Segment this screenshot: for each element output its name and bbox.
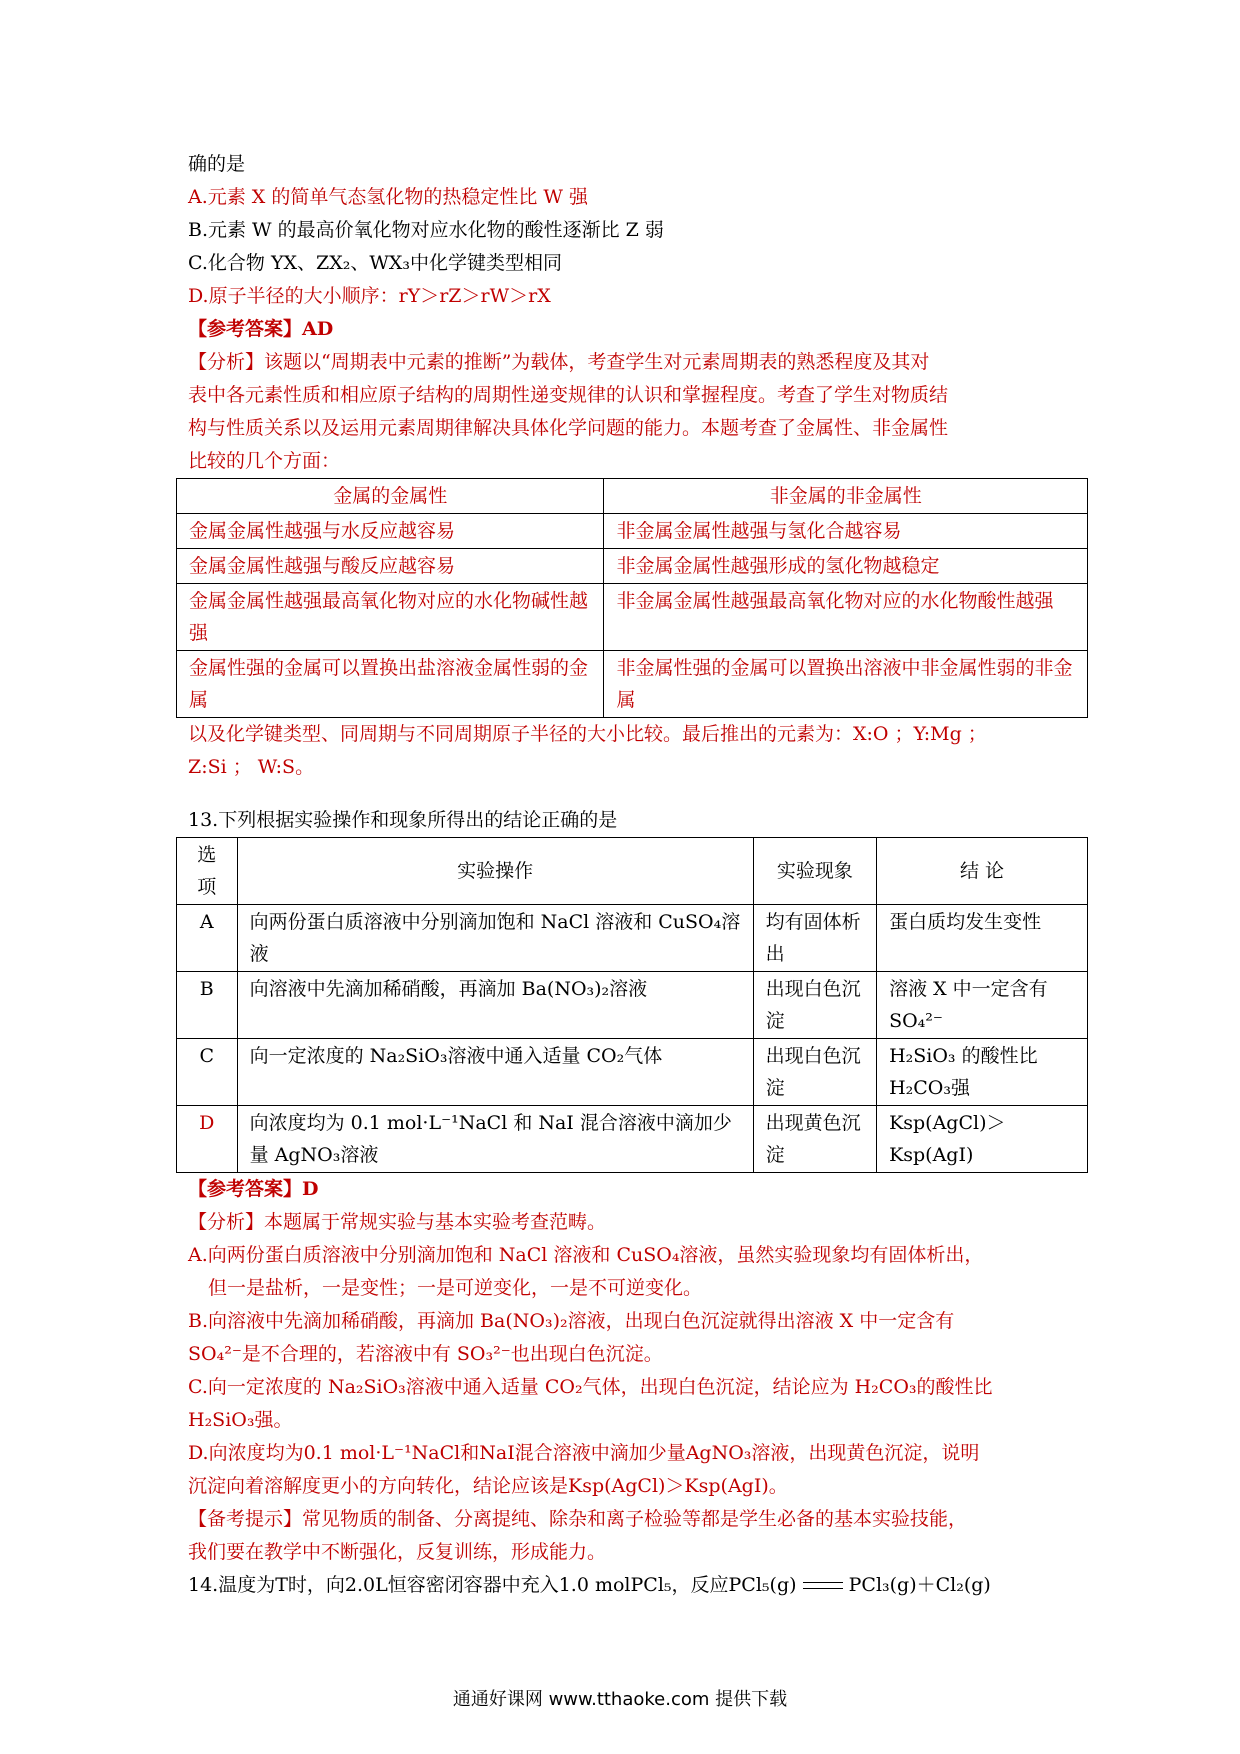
experiment-table — [176, 837, 1088, 1173]
table-cell: 均有固体析出 — [753, 905, 876, 972]
q14-stem — [188, 1569, 1088, 1602]
q13-analysis-line: 我们要在教学中不断强化，反复训练，形成能力。 — [188, 1541, 607, 1563]
page-footer: 通通好课网 www.tthaoke.com 提供下载 — [452, 1689, 788, 1710]
q12-after-line: 以及化学键类型、同周期与不同周期原子半径的大小比较。最后推出的元素为：X:O ；Y:Mg ； — [188, 723, 987, 745]
q13-analysis-line: 沉淀向着溶解度更小的方向转化，结论应该是Ksp(AgCl)＞Ksp(AgI)。 — [188, 1475, 788, 1497]
q12-answer: 【参考答案】AD — [188, 318, 334, 340]
table-cell: 出现黄色沉淀 — [753, 1106, 876, 1173]
q12-option-b: B.元素 W 的最高价氧化物对应水化物的酸性逐渐比 Z 弱 — [188, 219, 664, 241]
table-cell: 金属性强的金属可以置换出盐溶液金属性弱的金属 — [177, 651, 604, 718]
table-row — [177, 514, 1088, 549]
table-cell: 非金属金属性越强形成的氢化物越稳定 — [604, 549, 1088, 584]
table-row — [177, 905, 1088, 972]
q14-stem-a: 14.温度为T时，向2.0L恒容密闭容器中充入1.0 molPCl₅，反应PCl₅(g) — [188, 1574, 797, 1596]
table-cell: 金属金属性越强与酸反应越容易 — [177, 549, 604, 584]
table-header-cell: 实验现象 — [753, 838, 876, 905]
q12-analysis-line: 表中各元素性质和相应原子结构的周期性递变规律的认识和掌握程度。考查了学生对物质结 — [188, 384, 949, 406]
q13-analysis-line: B.向溶液中先滴加稀硝酸，再滴加 Ba(NO₃)₂溶液，出现白色沉淀就得出溶液 X 中一定含有 — [188, 1310, 955, 1332]
q12-analysis-line: 【分析】该题以“周期表中元素的推断”为载体，考查学生对元素周期表的熟悉程度及其对 — [188, 351, 930, 373]
table-cell: 向一定浓度的 Na₂SiO₃溶液中通入适量 CO₂气体 — [237, 1039, 753, 1106]
table-cell: 蛋白质均发生变性 — [877, 905, 1088, 972]
q13-analysis-line: 【分析】本题属于常规实验与基本实验考查范畴。 — [188, 1211, 607, 1233]
table-header-row — [177, 838, 1088, 905]
option-cell: C — [177, 1039, 238, 1106]
q13-analysis-line: 【备考提示】常见物质的制备、分离提纯、除杂和离子检验等都是学生必备的基本实验技能， — [188, 1508, 968, 1530]
q12-analysis-line: 构与性质关系以及运用元素周期律解决具体化学问题的能力。本题考查了金属性、非金属性 — [188, 417, 949, 439]
table-cell: 溶液 X 中一定含有 SO₄²⁻ — [877, 972, 1088, 1039]
option-cell: A — [177, 905, 238, 972]
table-cell: H₂SiO₃ 的酸性比 H₂CO₃强 — [877, 1039, 1088, 1106]
table-header-cell: 非金属的非金属性 — [604, 479, 1088, 514]
table-row — [177, 584, 1088, 651]
table-row — [177, 1039, 1088, 1106]
option-cell: D — [177, 1106, 238, 1173]
q13-analysis-line: A.向两份蛋白质溶液中分别滴加饱和 NaCl 溶液和 CuSO₄溶液，虽然实验现象均有固体析出， — [188, 1244, 984, 1266]
q12-analysis-line: 比较的几个方面： — [188, 450, 341, 472]
table-cell: 向浓度均为 0.1 mol·L⁻¹NaCl 和 NaI 混合溶液中滴加少量 AgNO₃溶液 — [237, 1106, 753, 1173]
table-cell: 出现白色沉淀 — [753, 972, 876, 1039]
document-content — [188, 148, 1088, 1602]
q12-stem-tail: 确的是 — [188, 153, 246, 175]
table-header-row — [177, 479, 1088, 514]
q13-analysis-line: SO₄²⁻是不合理的，若溶液中有 SO₃²⁻也出现白色沉淀。 — [188, 1343, 663, 1365]
table-row — [177, 1106, 1088, 1173]
table-row — [177, 972, 1088, 1039]
option-cell: B — [177, 972, 238, 1039]
q14-stem-b: PCl₃(g)＋Cl₂(g) — [848, 1574, 991, 1596]
q13-answer: 【参考答案】D — [188, 1178, 319, 1200]
table-row — [177, 651, 1088, 718]
q13-analysis-line: D.向浓度均为0.1 mol·L⁻¹NaCl和NaI混合溶液中滴加少量AgNO₃溶液，出现黄色沉淀，说明 — [188, 1442, 980, 1464]
table-cell: 非金属性强的金属可以置换出溶液中非金属性弱的非金属 — [604, 651, 1088, 718]
q13-analysis-line: H₂SiO₃强。 — [188, 1409, 293, 1431]
q12-option-c: C.化合物 YX、ZX₂、WX₃中化学键类型相同 — [188, 252, 563, 274]
table-row — [177, 549, 1088, 584]
q13-analysis-line: C.向一定浓度的 Na₂SiO₃溶液中通入适量 CO₂气体，出现白色沉淀，结论应为 H₂CO₃的酸性比 — [188, 1376, 993, 1398]
q13-analysis-line: 但一是盐析，一是变性；一是可逆变化，一是不可逆变化。 — [208, 1277, 703, 1299]
equilibrium-arrow-icon — [803, 1579, 843, 1593]
table-cell: 向两份蛋白质溶液中分别滴加饱和 NaCl 溶液和 CuSO₄溶液 — [237, 905, 753, 972]
table-cell: 非金属金属性越强最高氧化物对应的水化物酸性越强 — [604, 584, 1088, 651]
q12-after-line: Z:Si ； W:S。 — [188, 756, 315, 778]
table-cell: 金属金属性越强与水反应越容易 — [177, 514, 604, 549]
q12-option-d: D.原子半径的大小顺序：rY＞rZ＞rW＞rX — [188, 285, 551, 307]
table-cell: 向溶液中先滴加稀硝酸，再滴加 Ba(NO₃)₂溶液 — [237, 972, 753, 1039]
table-cell: 金属金属性越强最高氧化物对应的水化物碱性越强 — [177, 584, 604, 651]
table-cell: 出现白色沉淀 — [753, 1039, 876, 1106]
table-header-cell: 选项 — [177, 838, 238, 905]
metal-nonmetal-table — [176, 478, 1088, 718]
table-header-cell: 结 论 — [877, 838, 1088, 905]
q12-option-a: A.元素 X 的简单气态氢化物的热稳定性比 W 强 — [188, 186, 588, 208]
table-cell: 非金属金属性越强与氢化合越容易 — [604, 514, 1088, 549]
table-header-cell: 金属的金属性 — [177, 479, 604, 514]
q13-stem: 13.下列根据实验操作和现象所得出的结论正确的是 — [188, 809, 618, 831]
table-cell: Ksp(AgCl)＞Ksp(AgI) — [877, 1106, 1088, 1173]
table-header-cell: 实验操作 — [237, 838, 753, 905]
